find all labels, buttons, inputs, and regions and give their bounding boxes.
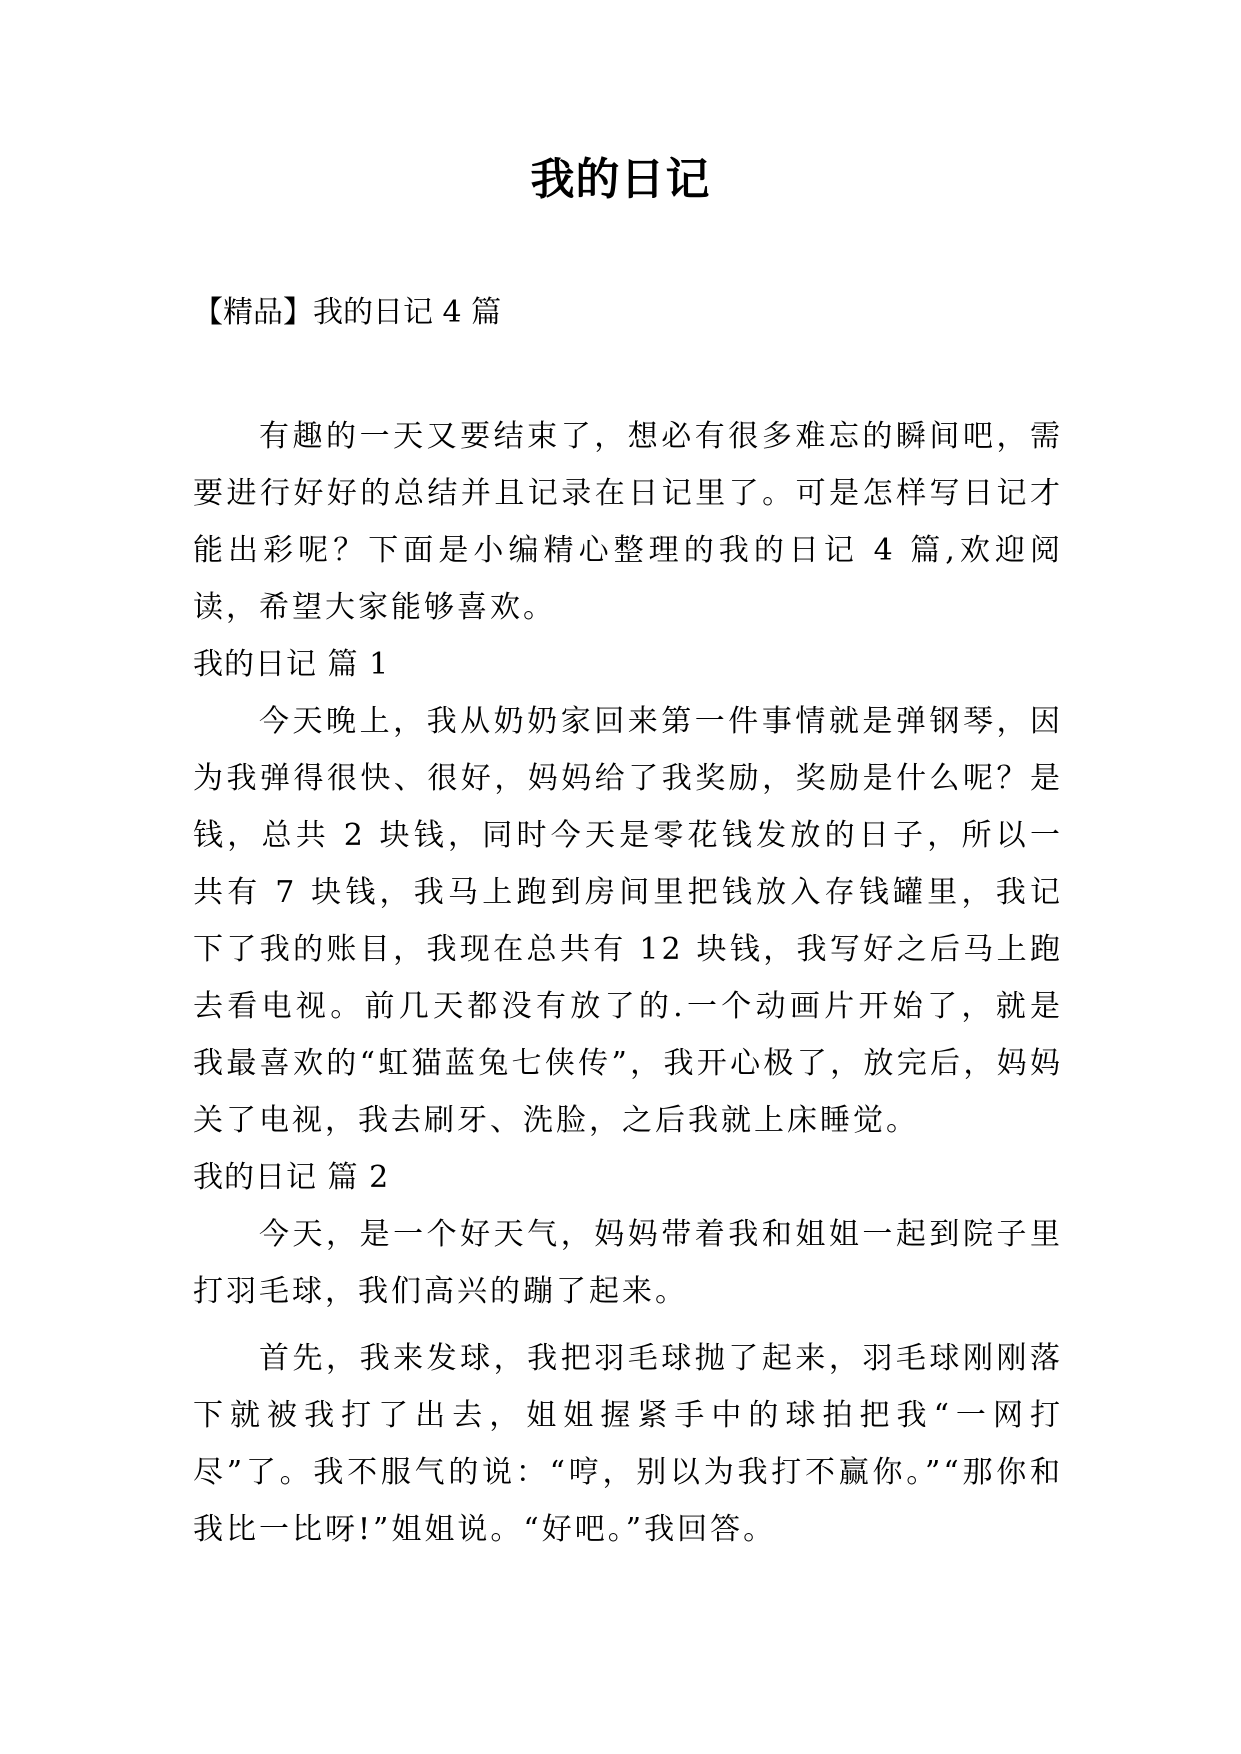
intro-paragraph: 有趣的一天又要结束了，想必有很多难忘的瞬间吧，需要进行好好的总结并且记录在日记里了。可是怎样写日记才能出彩呢？下面是小编精心整理的我的日记 4 篇,欢迎阅读，希望大家能够喜欢。	[193, 419, 1063, 625]
document-subtitle: 【精品】我的日记 4 篇	[193, 295, 502, 330]
document-title: 我的日记	[530, 154, 711, 205]
document-body	[193, 408, 1063, 1558]
section-2-paragraph-1: 今天，是一个好天气，妈妈带着我和姐姐一起到院子里打羽毛球，我们高兴的蹦了起来。	[193, 1217, 1063, 1309]
section-2-paragraph-2: 首先，我来发球，我把羽毛球抛了起来，羽毛球刚刚落下就被我打了出去，姐姐握紧手中的球拍把我“一网打尽”了。我不服气的说：“哼，别以为我打不赢你。”“那你和我比一比呀!”姐姐说。“好吧。”我回答。	[193, 1341, 1063, 1547]
section-heading-2: 我的日记 篇 2	[193, 1160, 390, 1195]
section-heading-1: 我的日记 篇 1	[193, 647, 390, 682]
section-1-paragraph-1: 今天晚上，我从奶奶家回来第一件事情就是弹钢琴，因为我弹得很快、很好，妈妈给了我奖励，奖励是什么呢？是钱，总共 2 块钱，同时今天是零花钱发放的日子，所以一共有 7 块钱，我马上跑到房间里把钱放入存钱罐里，我记下了我的账目，我现在总共有 12 块钱，我写好之后马上跑去看电视。前几天都没有放了的.一个动画片开始了，就是我最喜欢的“虹猫蓝兔七侠传”，我开心极了，放完后，妈妈关了电视，我去刷牙、洗脸，之后我就上床睡觉。	[193, 704, 1063, 1138]
